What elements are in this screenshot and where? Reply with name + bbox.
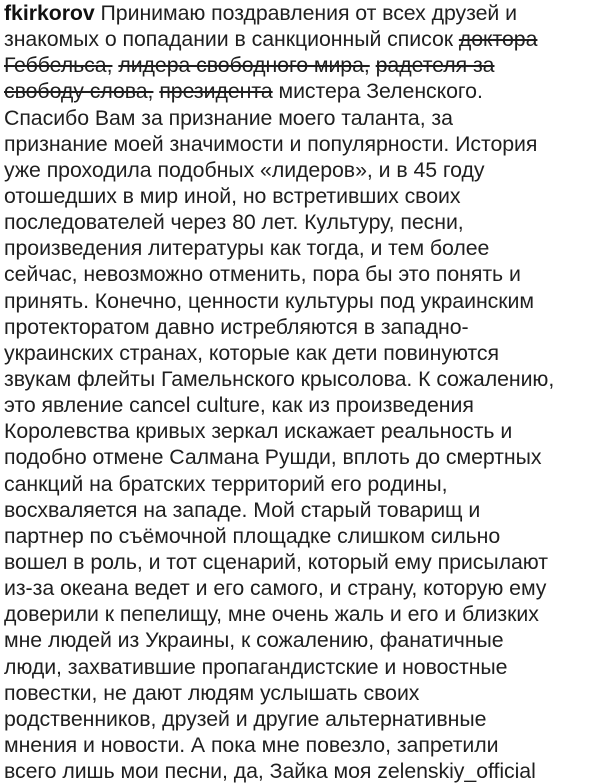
username-link[interactable]: fkirkorov (4, 1, 95, 25)
caption-text: Принимаю поздравления от всех друзей и (94, 1, 517, 25)
caption-text: это явление cancel culture, как из произведения (4, 393, 474, 418)
caption-text: произведения литературы как тогда, и тем более (4, 236, 490, 261)
caption-line (4, 654, 608, 680)
caption-line (4, 157, 608, 183)
caption-text: украинских странах, которые как дети повинуются (4, 340, 499, 365)
struck-text: лидера свободного мира, (118, 53, 370, 78)
caption-line (4, 314, 608, 340)
caption-text: уже проходила подобных «лидеров», и в 45 году (4, 157, 485, 182)
struck-text: президента (159, 79, 273, 104)
caption-text: родственников, друзей и другие альтернативные (4, 706, 487, 731)
caption-text: доверили к пепелищу, мне очень жаль и его и близких (4, 602, 539, 627)
caption-line (4, 0, 608, 26)
caption-text: подобно отмене Салмана Рушди, вплоть до смертных (4, 445, 542, 470)
caption-text: сейчас, невозможно отменить, пора бы это понять и (4, 262, 521, 287)
post-caption (4, 0, 608, 784)
caption-text: мистера Зеленского. (272, 79, 483, 104)
caption-line (4, 392, 608, 418)
caption-line (4, 209, 608, 235)
caption-text: Спасибо Вам за признание моего таланта, за (4, 105, 453, 130)
caption-text: последователей через 80 лет. Культуру, песни, (4, 210, 464, 235)
caption-line (4, 261, 608, 287)
caption-text: санкций на братских территорий его родины, (4, 471, 448, 496)
caption-line (4, 235, 608, 261)
caption-text: отошедших в мир иной, но встретивших своих (4, 183, 461, 208)
caption-line (4, 183, 608, 209)
caption-line (4, 444, 608, 470)
caption-line (4, 497, 608, 523)
caption-line (4, 366, 608, 392)
caption-line (4, 758, 608, 784)
caption-line (4, 471, 608, 497)
caption-line (4, 26, 608, 52)
caption-line (4, 706, 608, 732)
caption-line (4, 549, 608, 575)
caption-text: повестки, не дают людям услышать своих (4, 680, 420, 705)
caption-text: знакомых о попадании в санкционный список (4, 27, 459, 52)
caption-line (4, 288, 608, 314)
caption-line (4, 680, 608, 706)
caption-text: партнер по съёмочной площадке слишком сильно (4, 523, 501, 548)
caption-text: принять. Конечно, ценности культуры под украинским (4, 288, 534, 313)
caption-line (4, 732, 608, 758)
struck-text: Геббельса, (4, 53, 113, 78)
caption-text: Королевства кривых зеркал искажает реальность и (4, 419, 513, 444)
caption-line (4, 78, 608, 104)
caption-line (4, 523, 608, 549)
caption-text: всего лишь мои песни, да, Зайка моя zelenskiy_official (4, 759, 536, 784)
caption-text: люди, захватившие пропагандистские и новостные (4, 654, 508, 679)
caption-line (4, 575, 608, 601)
struck-text: доктора (458, 27, 538, 52)
caption-text: протекторатом давно истребляются в западно- (4, 314, 469, 339)
caption-line (4, 627, 608, 653)
caption-text: признание моей значимости и популярности. История (4, 131, 538, 156)
caption-line (4, 601, 608, 627)
caption-text: восхваляется на западе. Мой старый товарищ и (4, 497, 481, 522)
caption-line (4, 340, 608, 366)
caption-text: звукам флейты Гамельнского крысолова. К сожалению, (4, 366, 555, 391)
caption-line (4, 418, 608, 444)
struck-text: радетеля за (375, 53, 495, 78)
caption-line (4, 105, 608, 131)
caption-text: мне людей из Украины, к сожалению, фанатичные (4, 628, 504, 653)
caption-text: из-за океана ведет и его самого, и страну, которую ему (4, 576, 547, 601)
caption-line (4, 52, 608, 78)
caption-line (4, 131, 608, 157)
caption-text: вошел в роль, и тот сценарий, который ему присылают (4, 549, 548, 574)
struck-text: свободу слова, (4, 79, 154, 104)
caption-text: мнения и новости. А пока мне повезло, запретили (4, 732, 499, 757)
